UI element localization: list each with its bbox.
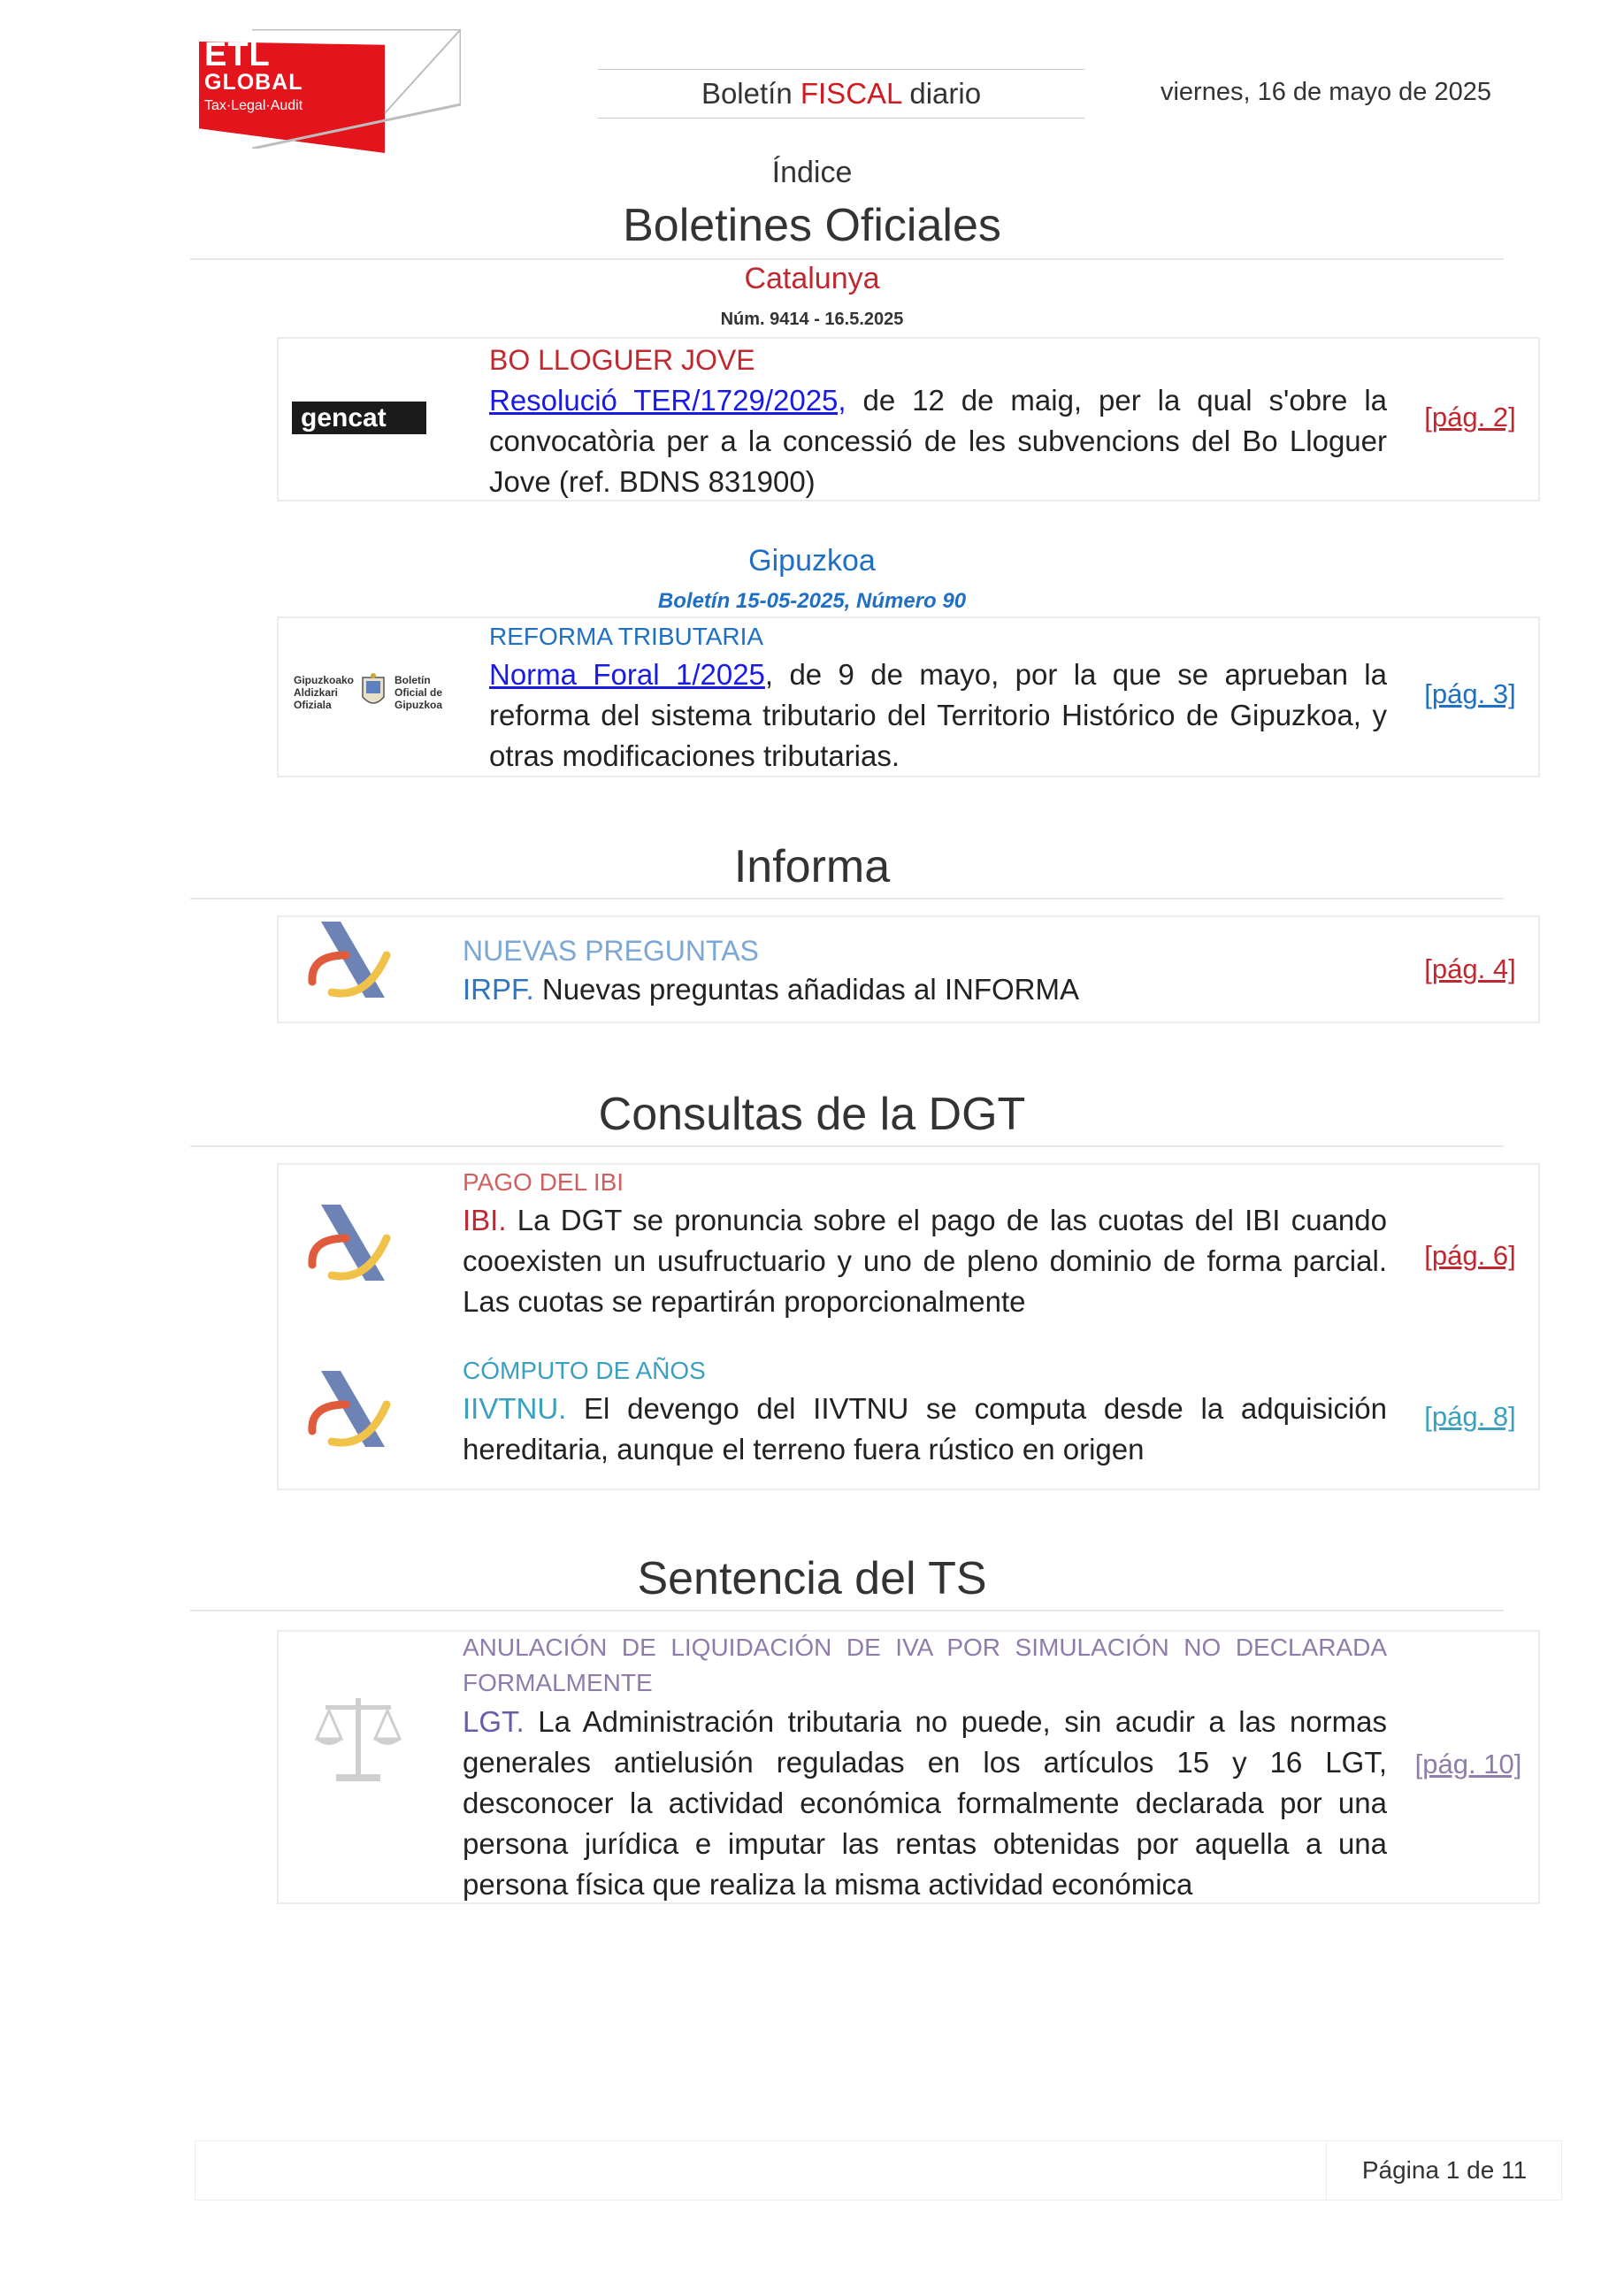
title-suffix: diario: [901, 77, 982, 110]
page-link[interactable]: [pág. 4]: [1424, 953, 1516, 984]
section-heading-sentencia: Sentencia del TS: [637, 1553, 987, 1604]
entry-body: El devengo del IIVTNU se computa desde la adquisición hereditaria, aunque el terreno fuera rústico en origen: [463, 1392, 1387, 1466]
entry-body: La DGT se pronuncia sobre el pago de las cuotas del IBI cuando cooexisten un usufructuario y uno de pleno dominio de forma parcial. Las cuotas se repartirán proporcionalmente: [463, 1204, 1387, 1318]
region-catalunya: Catalunya: [744, 262, 880, 295]
entry-body: La Administración tributaria no puede, sin acudir a las normas generales antielusión reguladas en los artículos 15 y 16 LGT, desconocer la actividad económica formalmente declarada por una persona jurídica e imputar las rentas obtenidas por aquella a una persona física que realiza la misma actividad económica: [463, 1705, 1387, 1901]
gipuzkoa-logo-right: Boletín Oficial de Gipuzkoa: [395, 674, 443, 711]
bulletin-date: viernes, 16 de mayo de 2025: [1160, 78, 1491, 106]
gipuzkoa-logo: [294, 654, 462, 725]
title-accent: FISCAL: [800, 77, 902, 110]
entry-tag: CÓMPUTO DE AÑOS: [463, 1357, 706, 1384]
scales-icon: [310, 1689, 407, 1787]
logo-subtitle: Tax·Legal·Audit: [204, 98, 303, 113]
page-link[interactable]: [pág. 2]: [1424, 402, 1516, 432]
page-footer: [195, 2140, 1562, 2200]
aeat-icon: [305, 1369, 394, 1450]
section-heading-consultas: Consultas de la DGT: [598, 1089, 1026, 1140]
section-divider: [190, 1610, 1504, 1611]
gipuzkoa-logo-left: Gipuzkoako Aldizkari Ofiziala: [294, 674, 355, 711]
page-link[interactable]: [pág. 8]: [1424, 1401, 1516, 1432]
section-divider: [190, 1145, 1504, 1147]
entry-tag: REFORMA TRIBUTARIA: [489, 623, 764, 650]
page-link[interactable]: [pág. 6]: [1424, 1240, 1516, 1271]
entry-body: Nuevas preguntas añadidas al INFORMA: [533, 973, 1079, 1006]
entry-text: [463, 969, 1387, 1010]
aeat-icon: [305, 1203, 394, 1284]
entry-text: [463, 1702, 1387, 1905]
section-heading-boletines: Boletines Oficiales: [623, 200, 1001, 251]
page-link[interactable]: [pág. 10]: [1414, 1749, 1522, 1779]
entry-lead: LGT.: [463, 1705, 525, 1738]
logo-etl: ETL: [204, 36, 271, 73]
section-heading-informa: Informa: [733, 841, 891, 892]
entry-body: , de 9 de mayo, por la que se aprueban la reforma del sistema tributario del Territorio Histórico de Gipuzkoa, y otras modificaciones tributarias.: [489, 658, 1387, 772]
aeat-icon: [305, 920, 394, 1001]
coat-of-arms-icon: [359, 672, 387, 711]
entry-body: de 12 de maig, per la qual s'obre la convocatòria per a la concessió de les subvencions del Bo Lloguer Jove (ref. BDNS 831900): [489, 384, 1388, 498]
logo-global: GLOBAL: [204, 70, 303, 95]
bulletin-title: [598, 69, 1084, 119]
entry-tag: ANULACIÓN DE LIQUIDACIÓN DE IVA POR SIMULACIÓN NO DECLARADA FORMALMENTE: [463, 1634, 1387, 1696]
entry-lead: IIVTNU.: [463, 1392, 567, 1425]
entry-tag: PAGO DEL IBI: [463, 1168, 624, 1196]
section-divider: [190, 898, 1504, 899]
entry-link[interactable]: Norma Foral 1/2025: [489, 658, 765, 691]
region-gipuzkoa: Gipuzkoa: [748, 544, 876, 578]
entry-text: [463, 1200, 1387, 1322]
entry-tag: BO LLOGUER JOVE: [489, 344, 755, 376]
index-label: Índice: [771, 156, 853, 189]
entry-text: [489, 380, 1387, 502]
page-number: Página 1 de 11: [1326, 2141, 1562, 2200]
title-prefix: Boletín: [701, 77, 801, 110]
etl-global-logo: [199, 29, 461, 153]
gencat-logo: [292, 402, 426, 434]
entry-lead: IBI.: [463, 1204, 507, 1236]
section-divider: [190, 258, 1504, 260]
entry-text: [489, 654, 1387, 777]
entry-tag: NUEVAS PREGUNTAS: [463, 935, 759, 967]
gencat-logo-text: gencat: [301, 403, 387, 432]
entry-lead: IRPF.: [463, 973, 534, 1006]
region-gipuzkoa-sub: Boletín 15-05-2025, Número 90: [657, 589, 967, 613]
entry-text: [463, 1389, 1387, 1470]
entry-link[interactable]: Resolució TER/1729/2025,: [489, 384, 846, 417]
region-catalunya-sub: Núm. 9414 - 16.5.2025: [720, 310, 904, 329]
page-link[interactable]: [pág. 3]: [1424, 678, 1516, 709]
